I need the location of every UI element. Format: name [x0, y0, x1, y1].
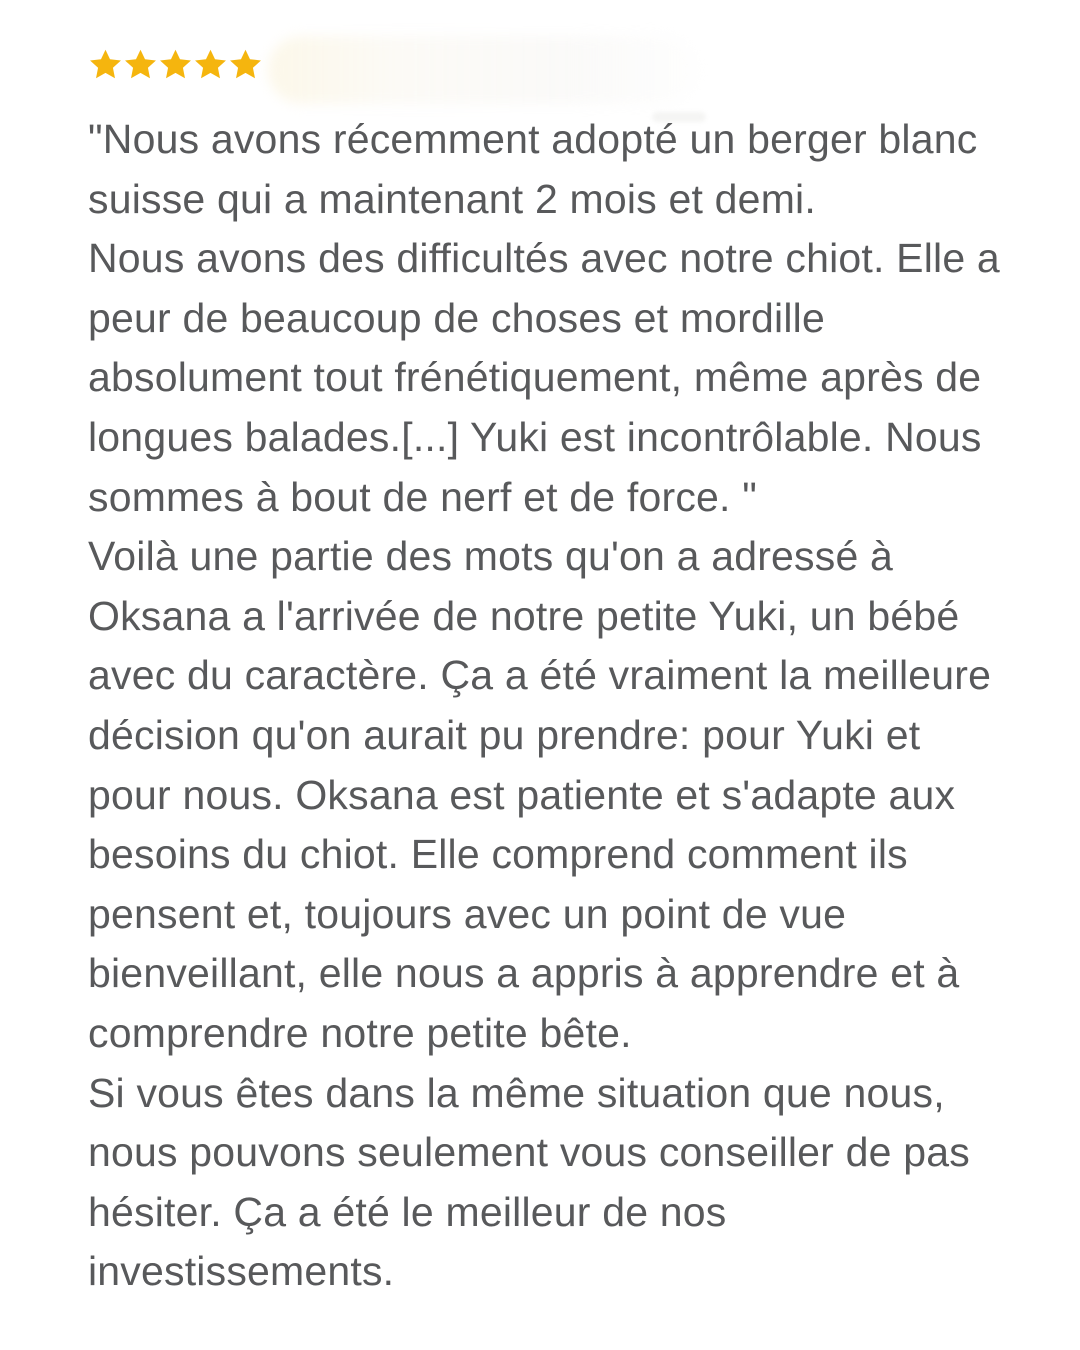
review-text-line: Voilà une partie des mots qu'on a adressé à: [88, 533, 894, 580]
review-text-line: peur de beaucoup de choses et mordille: [88, 294, 825, 341]
review-text-line: nous pouvons seulement vous conseiller de pas: [88, 1129, 970, 1176]
review-text-line: bienveillant, elle nous a appris à apprendre et à: [88, 950, 960, 997]
review-text-line: suisse qui a maintenant 2 mois et demi.: [88, 175, 816, 222]
review-text-line: décision qu'on aurait pu prendre: pour Yuki et: [88, 711, 921, 758]
review-text: [88, 110, 1048, 1302]
review-text-line: comprendre notre petite bête.: [88, 1009, 632, 1056]
star-icon: [193, 41, 228, 87]
star-icon: [88, 41, 123, 87]
star-icon: [123, 41, 158, 87]
review-text-line: pensent et, toujours avec un point de vue: [88, 890, 847, 937]
review-text-line: absolument tout frénétiquement, même après de: [88, 354, 982, 401]
blurred-reviewer-info: [268, 36, 698, 104]
review-text-line: Nous avons des difficultés avec notre chiot. Elle a: [88, 235, 1000, 282]
review-text-line: longues balades.[...] Yuki est incontrôlable. Nous: [88, 413, 982, 460]
review-text-line: Oksana a l'arrivée de notre petite Yuki, un bébé: [88, 592, 960, 639]
review-text-line: pour nous. Oksana est patiente et s'adapte aux: [88, 771, 956, 818]
review-text-line: "Nous avons récemment adopté un berger blanc: [88, 116, 978, 162]
review-text-line: avec du caractère. Ça a été vraiment la meilleure: [88, 652, 992, 699]
review-text-line: investissements.: [88, 1248, 395, 1295]
review-text-line: besoins du chiot. Elle comprend comment ils: [88, 831, 908, 878]
review-text-line: hésiter. Ça a été le meilleur de nos: [88, 1188, 727, 1235]
review-text-line: Si vous êtes dans la même situation que nous,: [88, 1069, 945, 1116]
star-icon: [228, 41, 263, 87]
star-rating: [88, 40, 263, 88]
review-text-line: sommes à bout de nerf et de force. ": [88, 473, 757, 520]
star-icon: [158, 41, 193, 87]
